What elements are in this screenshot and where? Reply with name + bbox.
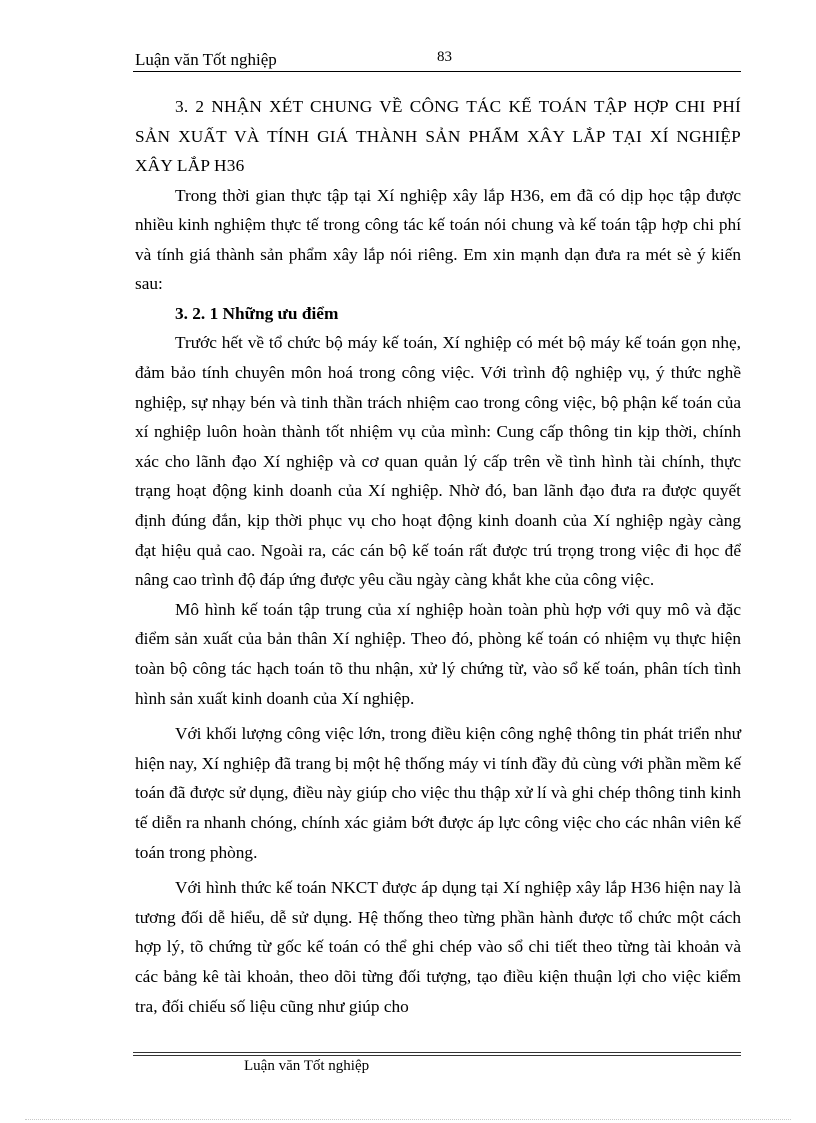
page-body [135, 92, 741, 1021]
paragraph-technology: Với khối lượng công việc lớn, trong điều kiện công nghệ thông tin phát triển như hiện nay, Xí nghiệp đã trang bị một hệ thống máy vi tính đầy đủ cùng với phần mềm kế toán đã được sử dụng, điều này giúp cho việc thu thập xử lí và ghi chép thông tinh kinh tế diễn ra nhanh chóng, chính xác giảm bớt được áp lực công việc cho các nhân viên kế toán trong phòng. [135, 724, 741, 862]
page-number: 83 [437, 49, 452, 65]
header-title: Luận văn Tốt nghiệp [135, 50, 277, 69]
subsection-heading: 3. 2. 1 Những ưu điểm [175, 303, 339, 323]
footer-title: Luận văn Tốt nghiệp [244, 1058, 370, 1074]
page-edge-dotted-line [25, 1119, 791, 1120]
footer-divider-top [133, 1052, 741, 1053]
paragraph-organization: Trước hết về tổ chức bộ máy kế toán, Xí nghiệp có mét bộ máy kế toán gọn nhẹ, đảm bảo tính chuyên môn hoá trong công việc. Với trình độ nghiệp vụ, ý thức nghề nghiệp, sự nhạy bén và tinh thần trách nhiệm cao trong công việc, bộ phận kế toán của xí nghiệp luôn hoàn thành tốt nhiệm vụ của mình: Cung cấp thông tin kịp thời, chính xác cho lãnh đạo Xí nghiệp và cơ quan quản lý cấp trên về tình hình tài chính, thực trạng hoạt động kinh doanh của Xí nghiệp. Nhờ đó, ban lãnh đạo đưa ra được quyết định đúng đắn, kịp thời phục vụ cho hoạt động kinh doanh của Xí nghiệp ngày càng đạt hiệu quả cao. Ngoài ra, các cán bộ kế toán rất được trú trọng trong việc đi học để nâng cao trình độ đáp ứng được yêu cầu ngày càng khắt khe của công việc. [135, 333, 741, 590]
paragraph-nkct-form: Với hình thức kế toán NKCT được áp dụng tại Xí nghiệp xây lắp H36 hiện nay là tương đối dễ hiểu, dễ sử dụng. Hệ thống theo từng phần hành được tổ chức một cách hợp lý, tõ chứng từ gốc kế toán có thể ghi chép vào sổ chi tiết theo từng tài khoản và các bảng kê tài khoản, theo dõi từng đối tượng, tạo điều kiện thuận lợi cho việc kiểm tra, đối chiếu số liệu cũng như giúp cho [135, 878, 741, 1016]
footer-divider-bottom [133, 1055, 741, 1056]
paragraph-accounting-model: Mô hình kế toán tập trung của xí nghiệp hoàn toàn phù hợp với quy mô và đặc điểm sản xuất của bản thân Xí nghiệp. Theo đó, phòng kế toán có nhiệm vụ thực hiện toàn bộ công tác hạch toán tõ thu nhận, xử lý chứng từ, vào sổ kế toán, phân tích tình hình sản xuất kinh doanh của Xí nghiệp. [135, 599, 741, 708]
header-divider [133, 71, 741, 72]
section-heading: 3. 2 NHẬN XÉT CHUNG VỀ CÔNG TÁC KẾ TOÁN TẬP HỢP CHI PHÍ SẢN XUẤT VÀ TÍNH GIÁ THÀNH SẢN PHẨM XÂY LẮP TẠI XÍ NGHIỆP XÂY LẮP H36 [135, 97, 741, 175]
intro-paragraph: Trong thời gian thực tập tại Xí nghiệp xây lắp H36, em đã có dịp học tập được nhiều kinh nghiệm thực tế trong công tác kế toán nói chung và kế toán tập hợp chi phí và tính giá thành sản phẩm xây lắp nói riêng. Em xin mạnh dạn đưa ra mét sè ý kiến sau: [135, 185, 741, 294]
